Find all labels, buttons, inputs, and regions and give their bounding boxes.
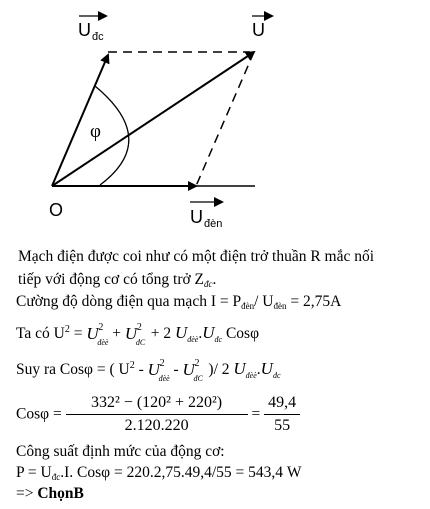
current-line: Cường độ dòng điện qua mạch $I = P_{đèn}/$ $U_{đèn} = 2,75A$: [16, 293, 342, 311]
svg-text:đèn: đèn: [204, 218, 223, 230]
vector-u: [52, 52, 254, 186]
svg-text:U: U: [252, 20, 265, 40]
ta-co-line: Ta có $U^2$ = U 2 đèè + U 2 đC + 2 $U_{đèè}.U_{đc}$ Cosφ: [16, 322, 260, 348]
cosphi-line: Cosφ = $\frac{\text{332² − (120² + 220²)}}{2.120.220}$ = $\frac{49,4}{55}$: [16, 390, 300, 438]
svg-text:U: U: [78, 20, 91, 40]
u-dc-squared-2: U 2 đC: [182, 358, 203, 384]
origin-label: O: [49, 200, 64, 220]
angle-label: φ: [90, 121, 101, 142]
answer-line: => ChọnB: [16, 485, 84, 502]
u-den-squared: U 2 đèè: [86, 322, 109, 348]
svg-text:U: U: [190, 207, 203, 227]
u-den-squared-2: U 2 đèè: [147, 358, 170, 384]
phasor-diagram: [0, 0, 430, 240]
label-u-den: [190, 202, 222, 230]
power-title: Công suất định mức của động cơ:: [16, 443, 225, 460]
label-u: [252, 16, 272, 40]
answer: ChọnB: [37, 485, 84, 502]
suy-ra-line: Suy ra Cosφ = ( $U^2$ - U 2 đèè - U 2 đC )/ 2 $U_{đèè}.U_{đc}$: [16, 358, 281, 384]
label-u-dc: [78, 16, 106, 43]
intro-line-2: tiếp với động cơ có tổng trở $Z_{đc}$.: [18, 271, 217, 289]
fraction-1: $\frac{\text{332² − (120² + 220²)}}{2.120.220}$: [66, 392, 248, 437]
fraction-2: $\frac{49,4}{55}$: [264, 392, 300, 437]
intro-line-1: Mạch điện được coi như có một điện trở thuần R mắc nối: [18, 248, 375, 265]
svg-text:đc: đc: [92, 31, 104, 43]
u-dc-squared: U 2 đC: [124, 322, 146, 348]
power-line: $P = U_{đc}.I$. Cosφ = 220.2,75.49,4/55 = 543,4 W: [16, 464, 302, 482]
